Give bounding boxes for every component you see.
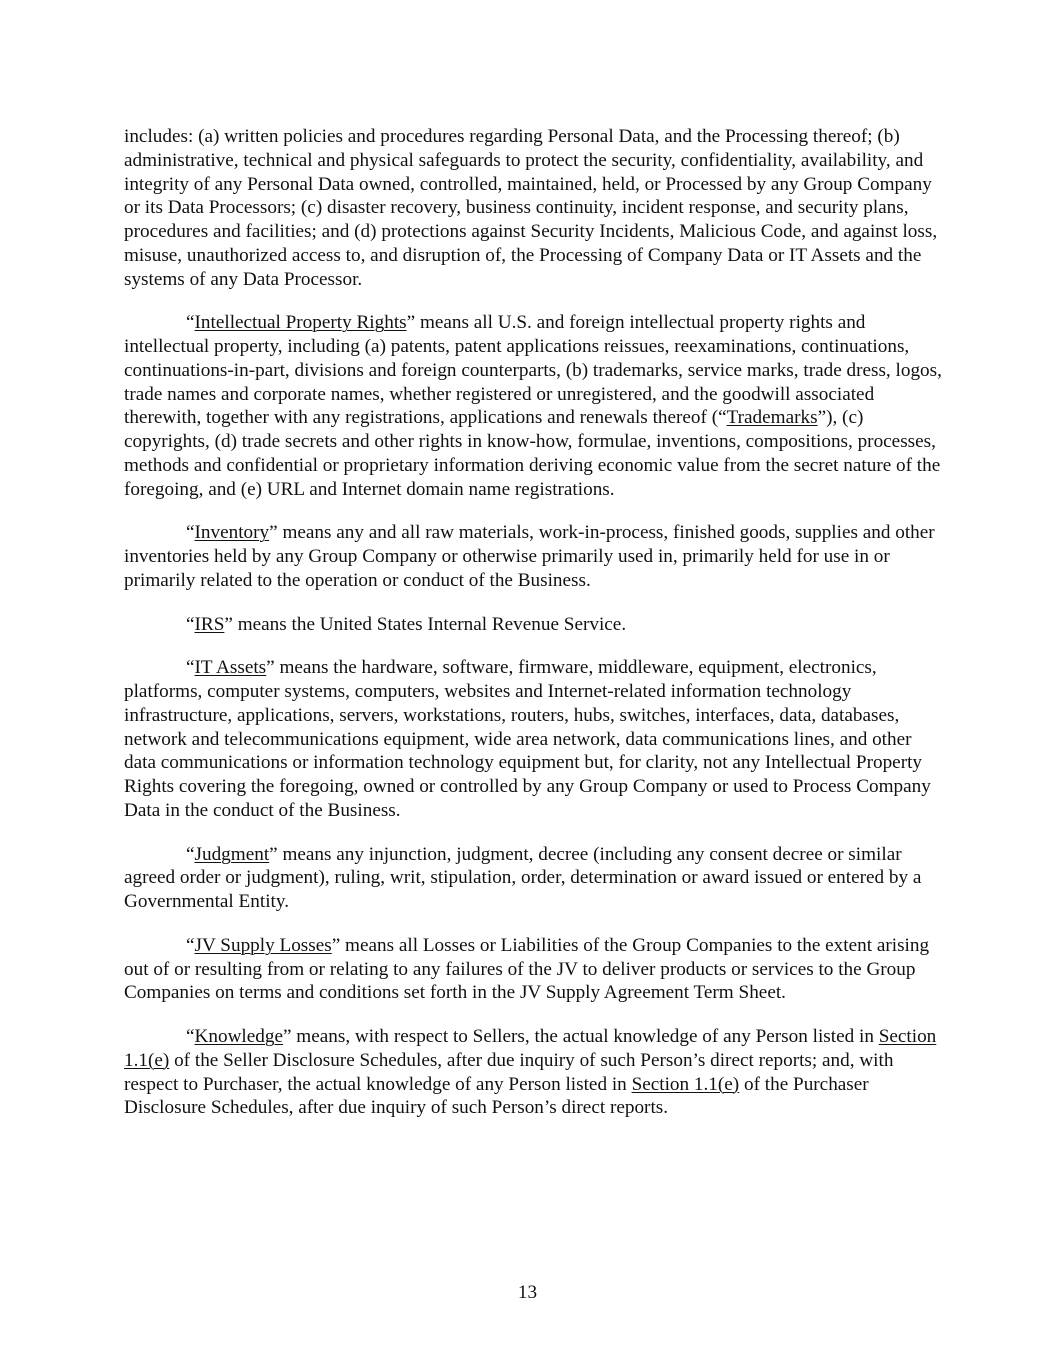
text-segment: ”), (c) copyrights, (d) trade secrets and other rights in know-how, formulae, inventions, compositions, processes, methods and confidential or proprietary information deriving economic value from the secret nature of the foregoing, and (e) URL and Internet domain name registrations. — [124, 407, 941, 500]
text-segment: “ — [186, 843, 195, 865]
defined-term: IRS — [194, 613, 225, 635]
defined-term: Inventory — [194, 522, 270, 544]
text-segment: “ — [186, 613, 195, 635]
text-segment: includes: (a) written policies and procedures regarding Personal Data, and the Processing thereof; (b) administrative, technical and physical safeguards to protect the security, confidentiality, availability, and integrity of any Personal Data owned, controlled, maintained, held, or Processed by any Group Company or its Data Processors; (c) disaster recovery, business continuity, incident response, and security plans, procedures and facilities; and (d) protections against Security Incidents, Malicious Code, and against loss, misuse, unauthorized access to, and disruption of, the Processing of Company Data or IT Assets and the systems of any Data Processor. — [124, 126, 938, 290]
text-segment: ” means the United States Internal Revenue Service. — [224, 613, 627, 635]
text-segment: “ — [186, 657, 195, 679]
page-number: 13 — [517, 1282, 538, 1303]
definition-knowledge — [124, 1025, 944, 1120]
text-segment: “ — [186, 312, 195, 334]
defined-term: Knowledge — [194, 1026, 283, 1047]
definition-jv-supply-losses — [124, 934, 944, 1005]
section-reference: Section 1.1(e) — [631, 1073, 740, 1095]
definition-intellectual-property-rights — [124, 311, 944, 501]
section-reference: Section 1.1(e) — [124, 1026, 937, 1071]
text-segment: ” means any and all raw materials, work-in-process, finished goods, supplies and other inventories held by any Group Company or otherwise primarily used in, primarily held for use in or primarily related to the operation or conduct of the Business. — [124, 522, 935, 591]
text-segment: ” means any injunction, judgment, decree (including any consent decree or similar agreed order or judgment), ruling, writ, stipulation, order, determination or award issued or entered by a Governmental Entity. — [124, 843, 922, 912]
defined-term: JV Supply Losses — [194, 934, 332, 956]
text-segment: ” means all Losses or Liabilities of the Group Companies to the extent arising out of or resulting from or relating to any failures of the JV to deliver products or services to the Group Companies on terms and conditions set forth in the JV Supply Agreement Term Sheet. — [124, 934, 930, 1004]
text-segment: of the Purchaser Disclosure Schedules, after due inquiry of such Person’s direct reports. — [124, 1073, 869, 1119]
text-segment: ” means the hardware, software, firmware, middleware, equipment, electronics, platforms, computer systems, computers, websites and Internet-related information technology infrastructure, applications, servers, workstations, routers, hubs, switches, interfaces, data, databases, network and telecommunications equipment, wide area network, data communications lines, and other data communications or information technology equipment but, for clarity, not any Intellectual Property Rights covering the foregoing, owned or controlled by any Group Company or used to Process Company Data in the conduct of the Business. — [124, 657, 931, 821]
defined-term: IT Assets — [194, 657, 267, 679]
definition-inventory — [124, 521, 944, 592]
definition-judgment — [124, 843, 944, 914]
text-segment: of the Seller Disclosure Schedules, after due inquiry of such Person’s direct reports; and, with respect to Purchaser, the actual knowledge of any Person listed in — [124, 1049, 894, 1095]
text-segment: “ — [186, 522, 195, 544]
text-segment: ” means all U.S. and foreign intellectual property rights and intellectual property, including (a) patents, patent applications reissues, reexaminations, continuations, continuations-in-part, divisions and foreign counterparts, (b) trademarks, service marks, trade dress, logos, trade names and corporate names, whether registered or unregistered, and the goodwill associated therewith, together with any registrations, applications and renewals thereof (“ — [124, 312, 942, 429]
definition-it-assets — [124, 656, 944, 822]
document-body — [124, 125, 944, 1140]
defined-term: Trademarks — [726, 407, 818, 429]
paragraph-security-program-continued — [124, 125, 944, 291]
text-segment: “ — [186, 1026, 195, 1047]
definition-irs — [124, 613, 944, 637]
text-segment: “ — [186, 934, 195, 956]
text-segment: ” means, with respect to Sellers, the actual knowledge of any Person listed in — [282, 1026, 879, 1047]
defined-term: Intellectual Property Rights — [194, 312, 407, 334]
defined-term: Judgment — [194, 843, 270, 865]
